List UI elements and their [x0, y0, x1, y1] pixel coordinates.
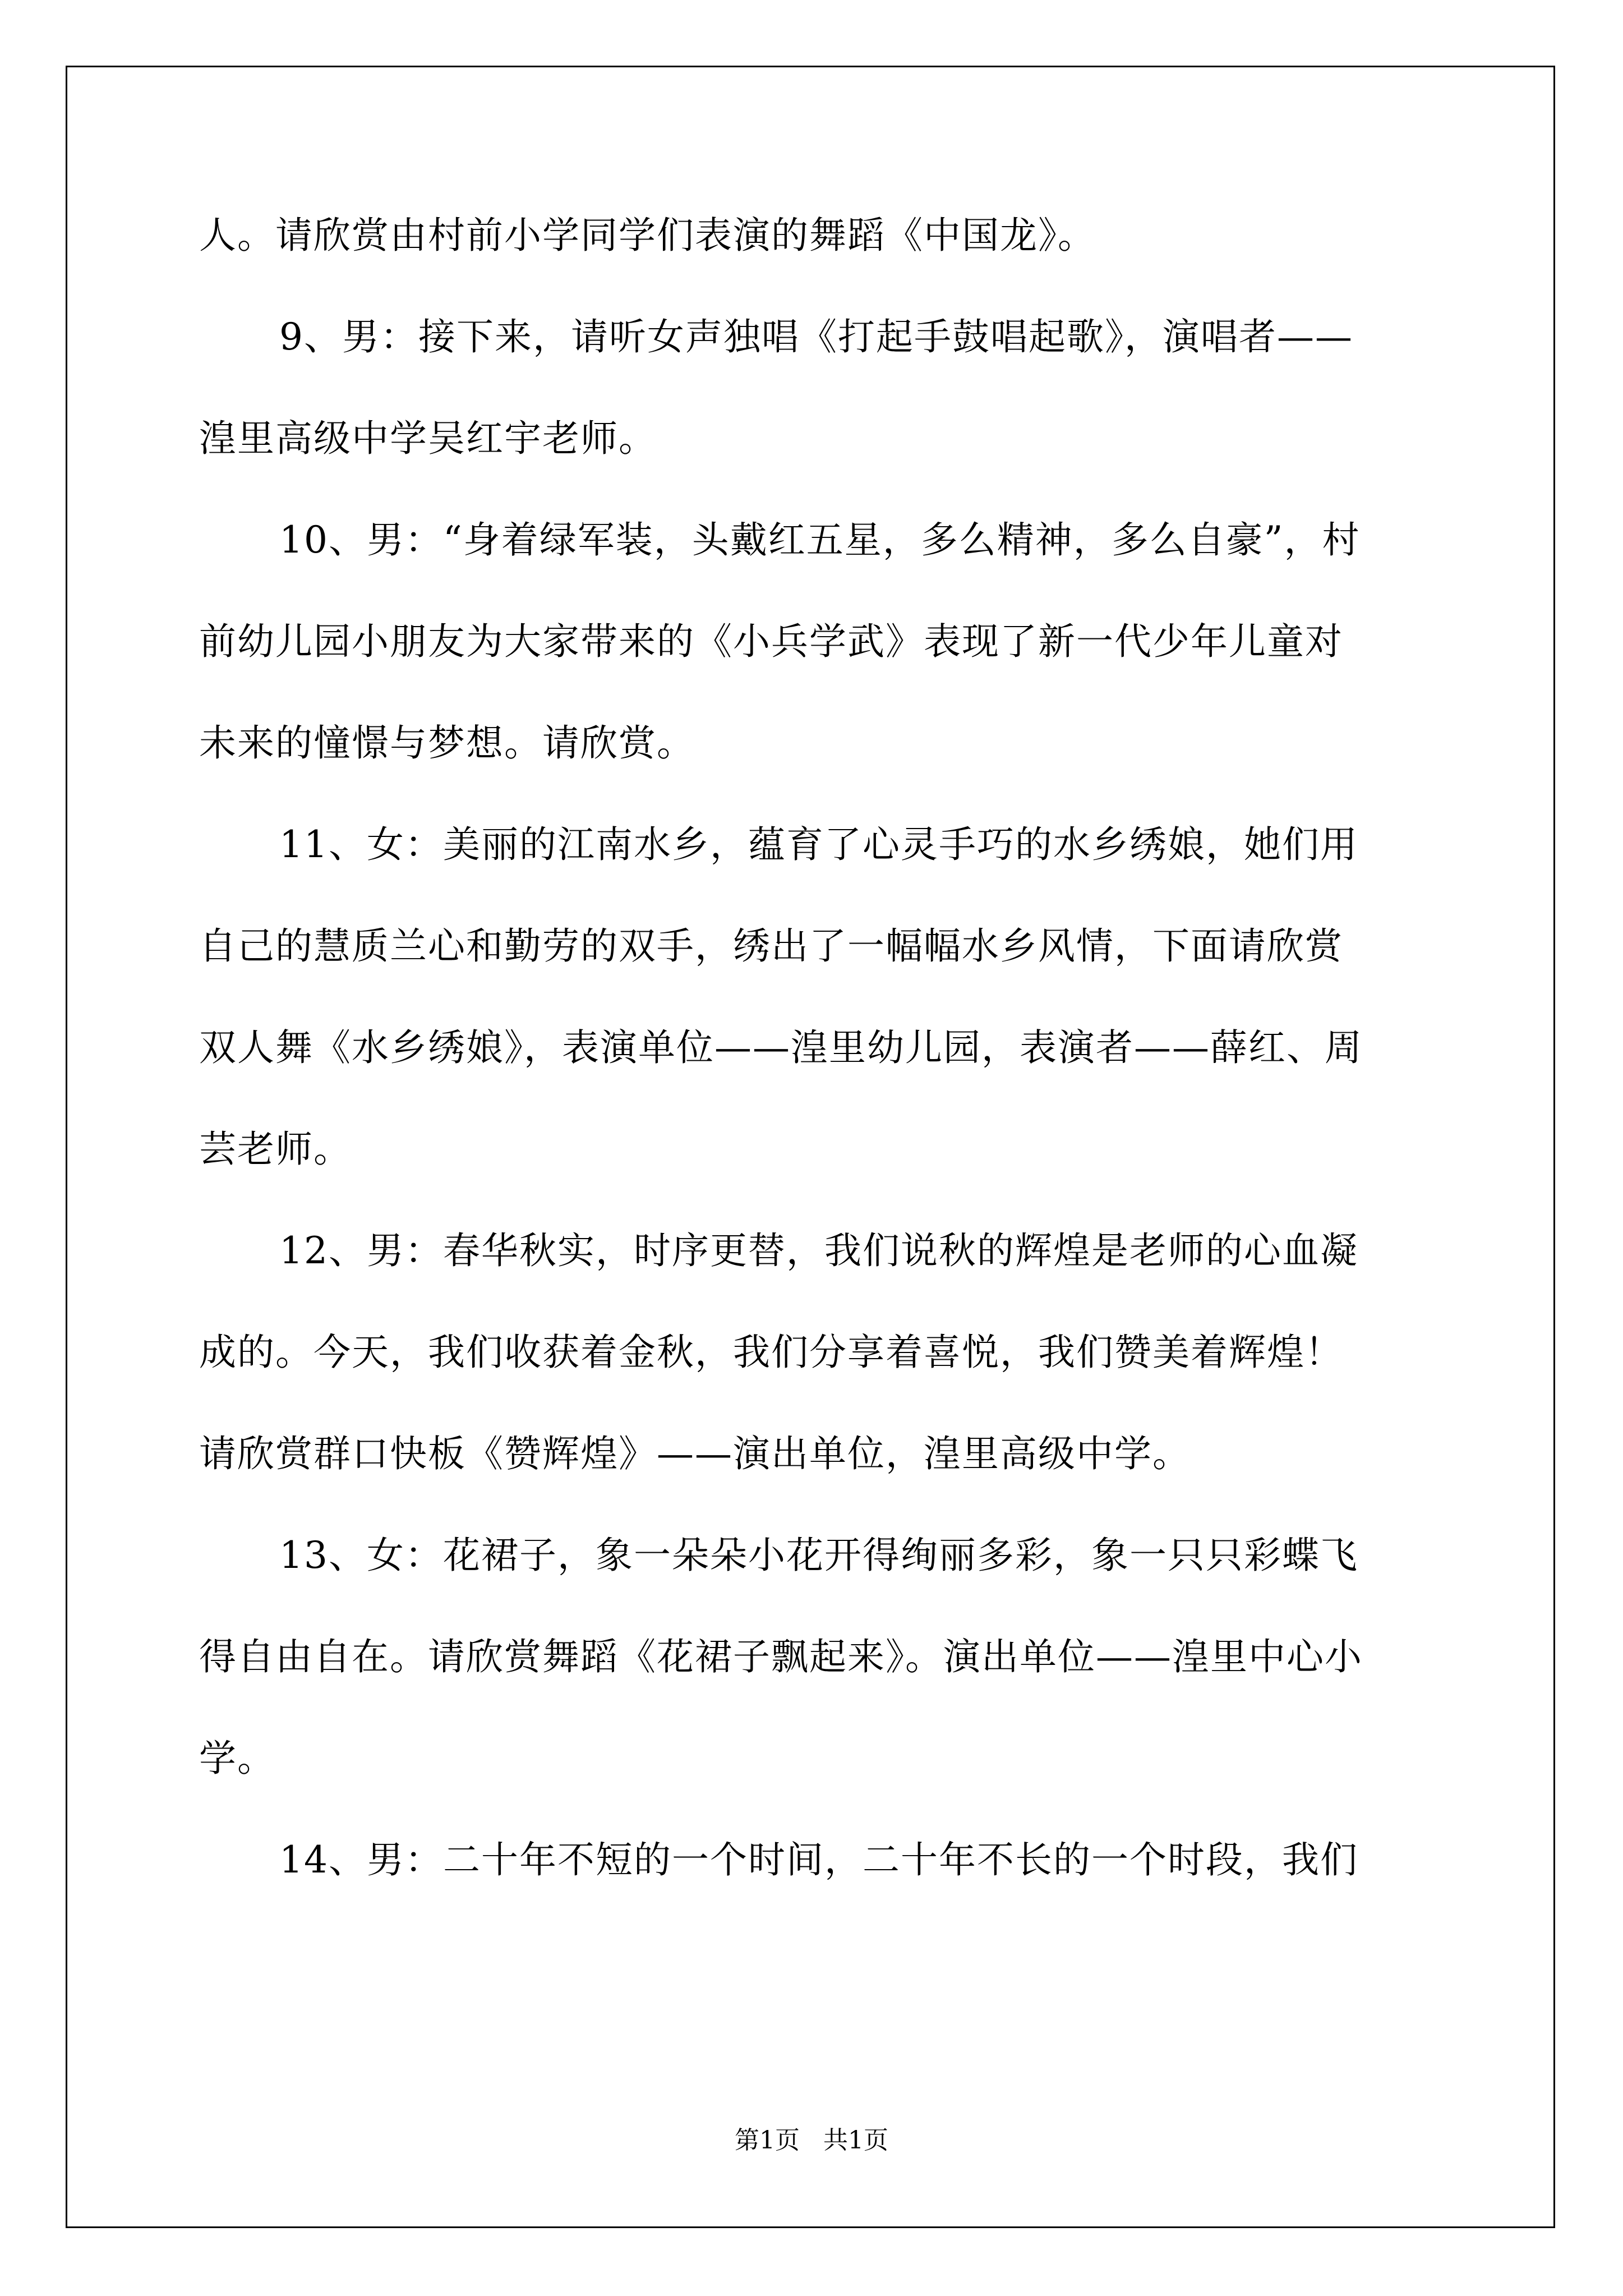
text-line: 13、女：花裙子，象一朵朵小花开得绚丽多彩，象一只只彩蝶飞	[279, 1534, 1358, 1577]
text-line: 10、男：“身着绿军装，头戴红五星，多么精神，多么自豪”，村	[279, 518, 1361, 562]
text-line: 芸老师。	[199, 1128, 352, 1171]
text-line: 12、男：春华秋实，时序更替，我们说秋的辉煌是老师的心血凝	[279, 1229, 1358, 1272]
text-line: 前幼儿园小朋友为大家带来的《小兵学武》表现了新一代少年儿童对	[199, 620, 1343, 663]
text-line: 成的。今天，我们收获着金秋，我们分享着喜悦，我们赞美着辉煌！	[199, 1331, 1343, 1374]
page-number: 第1页	[735, 2126, 800, 2155]
text-line: 得自由自在。请欣赏舞蹈《花裙子飘起来》。演出单位——湟里中心小	[199, 1635, 1363, 1678]
text-line: 学。	[199, 1737, 275, 1780]
page-footer	[0, 2125, 1623, 2156]
text-line: 人。请欣赏由村前小学同学们表演的舞蹈《中国龙》。	[199, 214, 1096, 257]
text-line: 双人舞《水乡绣娘》，表演单位——湟里幼儿园，表演者——薛红、周	[199, 1026, 1363, 1069]
text-line: 14、男：二十年不短的一个时间，二十年不长的一个时段，我们	[279, 1838, 1358, 1881]
text-line: 湟里高级中学吴红宇老师。	[199, 417, 657, 460]
text-line: 未来的憧憬与梦想。请欣赏。	[199, 721, 695, 765]
text-line: 请欣赏群口快板《赞辉煌》——演出单位，湟里高级中学。	[199, 1432, 1191, 1475]
text-line: 自己的慧质兰心和勤劳的双手，绣出了一幅幅水乡风情，下面请欣赏	[199, 924, 1343, 968]
text-line: 9、男：接下来，请听女声独唱《打起手鼓唱起歌》，演唱者——	[279, 315, 1353, 358]
text-line: 11、女：美丽的江南水乡，蕴育了心灵手巧的水乡绣娘，她们用	[279, 823, 1358, 866]
page-total: 共1页	[823, 2126, 888, 2155]
